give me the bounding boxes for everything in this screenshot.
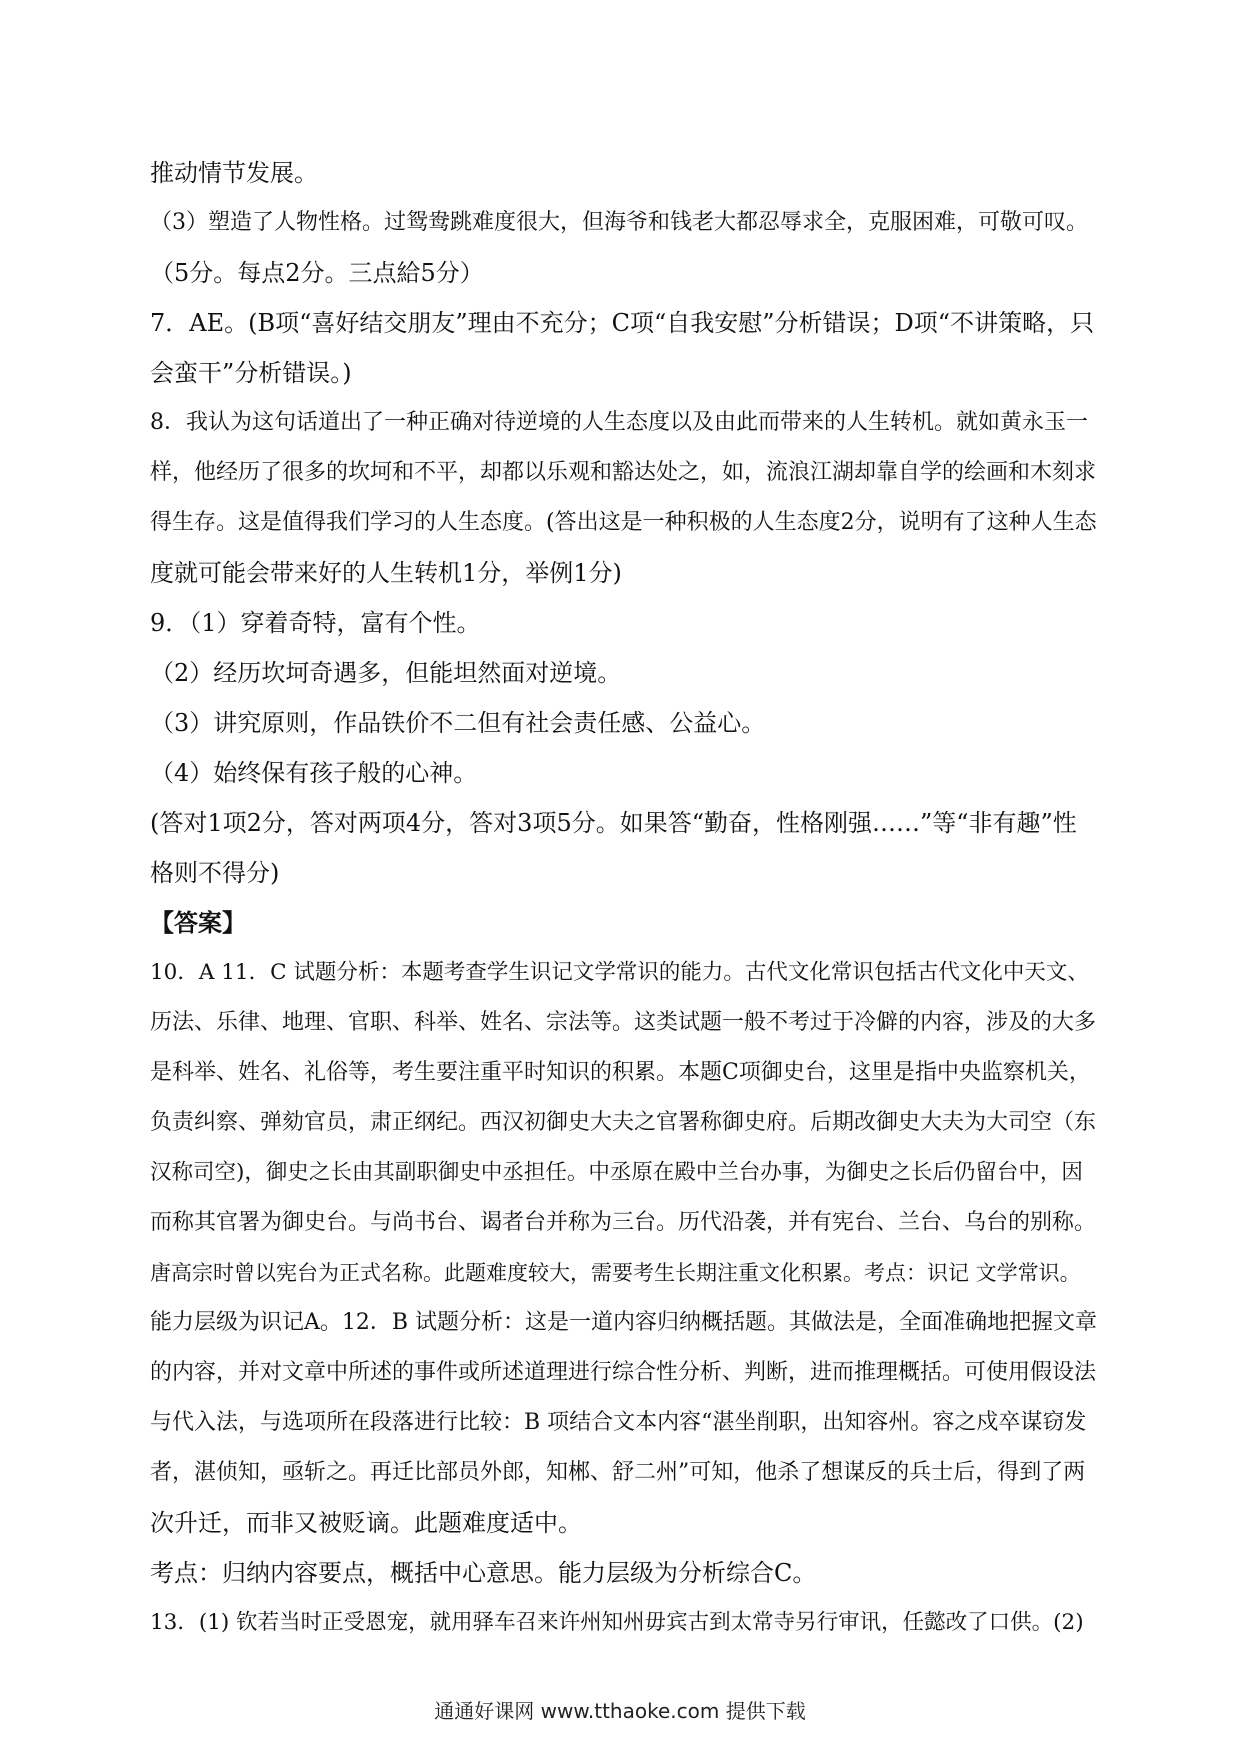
text-line: 历法、乐律、地理、官职、科举、姓名、宗法等。这类试题一般不考过于冷僻的内容，涉及的大多 bbox=[150, 1010, 1097, 1035]
text-line: 的内容，并对文章中所述的事件或所述道理进行综合性分析、判断，进而推理概括。可使用假设法 bbox=[150, 1360, 1097, 1385]
text-line: 度就可能会带来好的人生转机1分，举例1分) bbox=[150, 559, 622, 587]
text-line: (答对1项2分，答对两项4分，答对3项5分。如果答“勤奋，性格刚强……”等“非有趣”性 bbox=[150, 809, 1077, 837]
text-line: （3）讲究原则，作品铁价不二但有社会责任感、公益心。 bbox=[150, 709, 766, 737]
text-line: 10．A 11．C 试题分析：本题考查学生识记文学常识的能力。古代文化常识包括古代文化中天文、 bbox=[150, 960, 1089, 985]
document-body bbox=[150, 148, 1100, 1648]
text-line: 会蛮干”分析错误。) bbox=[150, 359, 352, 387]
text-line: 9．（1）穿着奇特，富有个性。 bbox=[150, 609, 481, 637]
text-line: （3）塑造了人物性格。过鸳鸯跳难度很大，但海爷和钱老大都忍辱求全，克服困难，可敬可叹。 bbox=[150, 210, 1089, 235]
text-line: 13．(1) 钦若当时正受恩宠，就用驿车召来许州知州毋宾古到太常寺另行审讯，任懿改了口供。(2) bbox=[150, 1610, 1084, 1635]
text-line: （5分。每点2分。三点給5分） bbox=[150, 259, 484, 287]
text-line: 8．我认为这句话道出了一种正确对待逆境的人生态度以及由此而带来的人生转机。就如黄永玉一 bbox=[150, 410, 1089, 435]
text-line: 是科举、姓名、礼俗等，考生要注重平时知识的积累。本题C项御史台，这里是指中央监察机关， bbox=[150, 1060, 1091, 1085]
text-line: 推动情节发展。 bbox=[150, 159, 318, 187]
text-line: 得生存。这是值得我们学习的人生态度。(答出这是一种积极的人生态度2分，说明有了这种人生态 bbox=[150, 510, 1097, 535]
text-line: 考点：归纳内容要点，概括中心意思。能力层级为分析综合C。 bbox=[150, 1559, 817, 1587]
text-line: 与代入法，与选项所在段落进行比较：B 项结合文本内容“湛坐削职，出知容州。容之戍卒谋窃发 bbox=[150, 1410, 1087, 1435]
text-line: 负责纠察、弹劾官员，肃正纲纪。西汉初御史大夫之官署称御史府。后期改御史大夫为大司空（东 bbox=[150, 1110, 1097, 1135]
page-footer: 通通好课网 www.tthaoke.com 提供下载 bbox=[434, 1699, 806, 1723]
text-line: （2）经历坎坷奇遇多，但能坦然面对逆境。 bbox=[150, 659, 622, 687]
text-line: 能力层级为识记A。12．B 试题分析：这是一道内容归纳概括题。其做法是，全面准确地把握文章 bbox=[150, 1310, 1098, 1335]
text-line: 者，湛侦知，亟斩之。再迁比部员外郎，知郴、舒二州”可知，他杀了想谋反的兵士后，得到了两 bbox=[150, 1460, 1086, 1485]
answer-heading: 【答案】 bbox=[150, 908, 246, 937]
text-line: 格则不得分) bbox=[150, 859, 280, 887]
text-line: 样，他经历了很多的坎坷和不平，却都以乐观和豁达处之，如，流浪江湖却靠自学的绘画和木刻求 bbox=[150, 460, 1097, 485]
text-line: 次升迁，而非又被贬谪。此题难度适中。 bbox=[150, 1509, 582, 1537]
text-line: 唐高宗时曾以宪台为正式名称。此题难度较大，需要考生长期注重文化积累。考点：识记 文学常识。 bbox=[150, 1261, 1081, 1285]
text-line: 汉称司空)，御史之长由其副职御史中丞担任。中丞原在殿中兰台办事，为御史之长后仍留台中，因 bbox=[150, 1160, 1083, 1185]
text-line: 7．AE。(B项“喜好结交朋友”理由不充分；C项“自我安慰”分析错误；D项“不讲策略，只 bbox=[150, 309, 1095, 337]
text-line: 而称其官署为御史台。与尚书台、谒者台并称为三台。历代沿袭，并有宪台、兰台、乌台的别称。 bbox=[150, 1210, 1097, 1235]
text-line: （4）始终保有孩子般的心神。 bbox=[150, 759, 478, 787]
